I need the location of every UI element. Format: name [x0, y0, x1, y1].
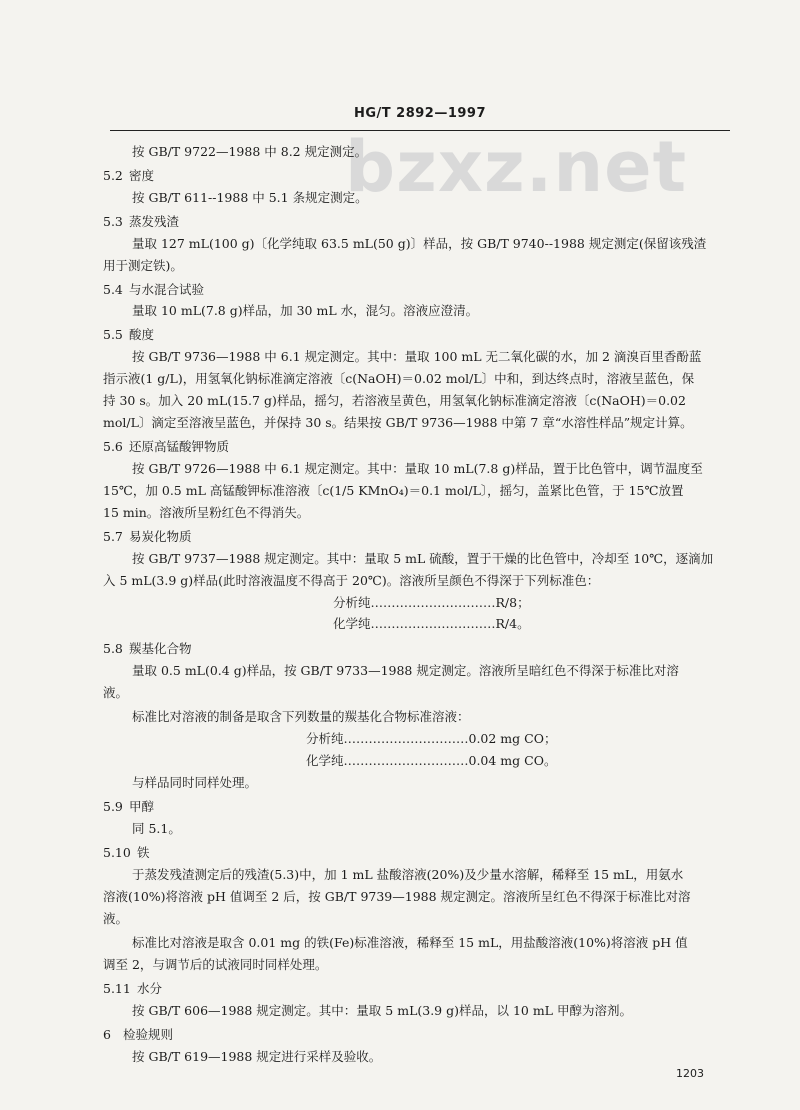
section-heading	[103, 439, 229, 455]
section-title: 与水混合试验	[129, 282, 205, 297]
paragraph: 量取 10 mL(7.8 g)样品，加 30 mL 水，混匀。溶液应澄清。	[132, 303, 479, 318]
paragraph-line: 标准比对溶液是取含 0.01 mg 的铁(Fe)标准溶液，稀释至 15 mL，用盐酸溶液(10%)将溶液 pH 值	[132, 935, 688, 950]
paragraph: 按 GB/T 619—1988 规定进行采样及验收。	[132, 1049, 382, 1064]
paragraph-line: mol/L〕滴定至溶液呈蓝色，并保持 30 s。结果按 GB/T 9736—1988 中第 7 章“水溶性样品”规定计算。	[103, 415, 693, 430]
section-heading	[103, 981, 162, 997]
paragraph-line: 液。	[103, 911, 129, 926]
section-heading	[103, 214, 179, 230]
paragraph-line: 用于测定铁)。	[103, 258, 183, 273]
section-heading	[103, 799, 154, 815]
standard-code: HG/T 2892—1997	[353, 106, 487, 121]
section-number: 5.6	[103, 439, 123, 454]
paragraph-line: 按 GB/T 9736—1988 中 6.1 规定测定。其中：量取 100 mL 无二氧化碳的水，加 2 滴溴百里香酚蓝	[132, 349, 702, 364]
section-heading	[103, 529, 192, 545]
section-title: 密度	[129, 168, 155, 183]
section-title: 羰基化合物	[129, 641, 192, 656]
section-number: 5.7	[103, 529, 123, 544]
paragraph-line: 量取 0.5 mL(0.4 g)样品，按 GB/T 9733—1988 规定测定。溶液所呈暗红色不得深于标准比对溶	[132, 663, 679, 678]
paragraph-line: 按 GB/T 9726—1988 中 6.1 规定测定。其中：量取 10 mL(7.8 g)样品，置于比色管中，调节温度至	[132, 461, 703, 476]
section-number: 5.11	[103, 981, 131, 996]
paragraph-line: 15 min。溶液所呈粉红色不得消失。	[103, 505, 310, 520]
section-title: 蒸发残渣	[129, 214, 180, 229]
section-heading	[103, 327, 154, 343]
grade-analytical: 分析纯…………………………R/8；	[333, 595, 530, 610]
grade-analytical: 分析纯…………………………0.02 mg CO；	[306, 731, 557, 746]
chapter-number: 6	[103, 1027, 111, 1042]
paragraph-line: 于蒸发残渣测定后的残渣(5.3)中，加 1 mL 盐酸溶液(20%)及少量水溶解，稀释至 15 mL，用氨水	[132, 867, 684, 882]
paragraph-line: 液。	[103, 685, 129, 700]
section-number: 5.4	[103, 282, 123, 297]
paragraph: 与样品同时同样处理。	[132, 775, 258, 790]
paragraph-line: 指示液(1 g/L)，用氢氧化钠标准滴定溶液〔c(NaOH)＝0.02 mol/L〕中和，到达终点时，溶液呈蓝色，保	[103, 371, 695, 386]
section-title: 易炭化物质	[129, 529, 192, 544]
section-number: 5.8	[103, 641, 123, 656]
paragraph-line: 量取 127 mL(100 g)〔化学纯取 63.5 mL(50 g)〕样品，按 GB/T 9740--1988 规定测定(保留该残渣	[132, 236, 707, 251]
section-title: 铁	[137, 845, 150, 860]
paragraph: 按 GB/T 606—1988 规定测定。其中：量取 5 mL(3.9 g)样品，以 10 mL 甲醇为溶剂。	[132, 1003, 632, 1018]
grade-chemical: 化学纯…………………………0.04 mg CO。	[306, 753, 557, 768]
grade-chemical: 化学纯…………………………R/4。	[333, 616, 530, 631]
paragraph-line: 15℃，加 0.5 mL 高锰酸钾标准溶液〔c(1/5 KMnO₄)＝0.1 mol/L〕，摇匀，盖紧比色管，于 15℃放置	[103, 483, 684, 498]
section-heading	[103, 641, 192, 657]
section-heading	[103, 168, 154, 184]
section-number: 5.2	[103, 168, 123, 183]
section-number: 5.3	[103, 214, 123, 229]
paragraph: 标准比对溶液的制备是取含下列数量的羰基化合物标准溶液：	[132, 709, 470, 724]
section-number: 5.5	[103, 327, 123, 342]
section-heading	[103, 282, 204, 298]
paragraph-line: 按 GB/T 9737—1988 规定测定。其中：量取 5 mL 硫酸，置于干燥的比色管中，冷却至 10℃，逐滴加	[132, 551, 714, 566]
section-title: 还原高锰酸钾物质	[129, 439, 230, 454]
paragraph-line: 调至 2，与调节后的试液同时同样处理。	[103, 957, 328, 972]
paragraph: 按 GB/T 611--1988 中 5.1 条规定测定。	[132, 190, 368, 205]
paragraph-line: 入 5 mL(3.9 g)样品(此时溶液温度不得高于 20℃)。溶液所呈颜色不得深于下列标准色：	[103, 573, 600, 588]
section-number: 5.9	[103, 799, 123, 814]
paragraph-line: 持 30 s。加入 20 mL(15.7 g)样品，摇匀，若溶液呈黄色，用氢氧化钠标准滴定溶液〔c(NaOH)＝0.02	[103, 393, 686, 408]
chapter-heading	[103, 1027, 173, 1043]
chapter-title: 检验规则	[123, 1027, 174, 1042]
paragraph-line: 溶液(10%)将溶液 pH 值调至 2 后，按 GB/T 9739—1988 规定测定。溶液所呈红色不得深于标准比对溶	[103, 889, 691, 904]
section-title: 酸度	[129, 327, 155, 342]
watermark: bzxz.net	[345, 126, 688, 208]
section-title: 甲醇	[129, 799, 155, 814]
section-number: 5.10	[103, 845, 131, 860]
section-heading	[103, 845, 150, 861]
paragraph: 同 5.1。	[132, 821, 181, 836]
page-number: 1203	[676, 1067, 704, 1080]
paragraph: 按 GB/T 9722—1988 中 8.2 规定测定。	[132, 144, 368, 159]
section-title: 水分	[137, 981, 163, 996]
